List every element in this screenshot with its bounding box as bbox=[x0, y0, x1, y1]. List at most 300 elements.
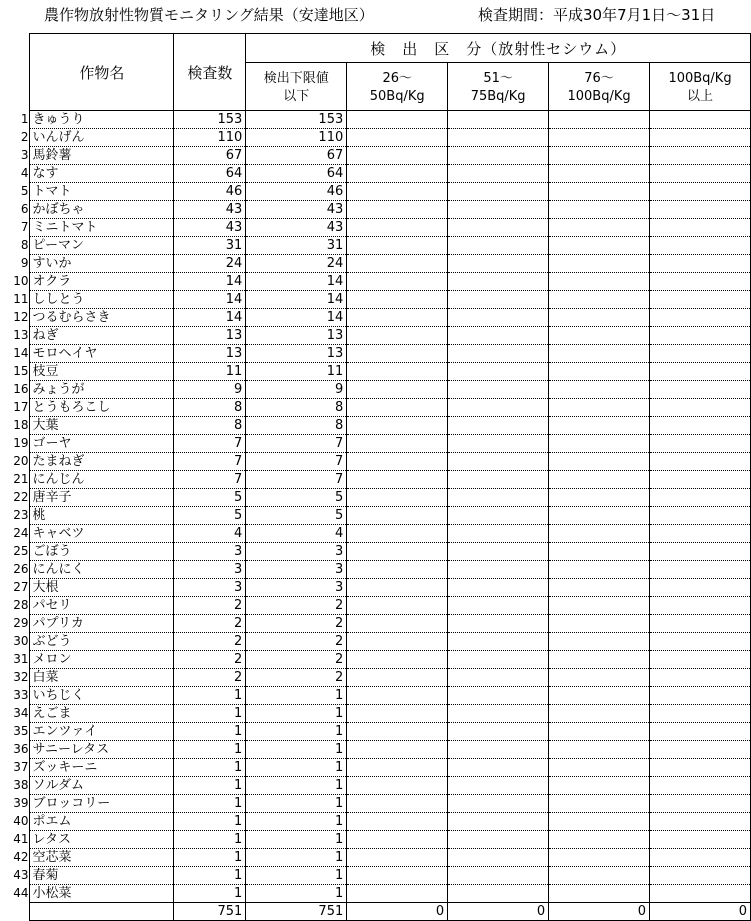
range-51-75-count bbox=[448, 255, 549, 273]
range-over-100-count bbox=[650, 633, 751, 651]
range-26-50-count bbox=[347, 147, 448, 165]
range-26-50-count bbox=[347, 867, 448, 885]
test-count: 67 bbox=[174, 147, 246, 165]
table-row bbox=[0, 741, 751, 759]
range-51-75-count bbox=[448, 129, 549, 147]
table-row bbox=[0, 273, 751, 291]
range-26-50-count bbox=[347, 471, 448, 489]
below-limit-count: 1 bbox=[246, 687, 347, 705]
row-number: 20 bbox=[13, 454, 29, 468]
table-row bbox=[0, 669, 751, 687]
table-body bbox=[0, 111, 751, 903]
title-line bbox=[0, 0, 751, 33]
range-26-50-count bbox=[347, 543, 448, 561]
table-row bbox=[0, 687, 751, 705]
range-76-100-count bbox=[549, 381, 650, 399]
range-51-75-count bbox=[448, 867, 549, 885]
crop-name: パセリ bbox=[30, 597, 174, 615]
range-over-100-count bbox=[650, 723, 751, 741]
range-over-100-count bbox=[650, 381, 751, 399]
crop-name: とうもろこし bbox=[30, 399, 174, 417]
range-26-50-count bbox=[347, 633, 448, 651]
range-76-100-count bbox=[549, 741, 650, 759]
range-over-100-count bbox=[650, 345, 751, 363]
below-limit-count: 2 bbox=[246, 669, 347, 687]
row-number: 35 bbox=[13, 724, 29, 738]
range-76-100-count bbox=[549, 795, 650, 813]
row-number: 37 bbox=[13, 760, 29, 774]
range-51-75-count bbox=[448, 309, 549, 327]
below-limit-count: 1 bbox=[246, 705, 347, 723]
range-51-75-count bbox=[448, 219, 549, 237]
range-26-50-count bbox=[347, 669, 448, 687]
row-number: 2 bbox=[20, 130, 29, 144]
row-number: 7 bbox=[20, 220, 29, 234]
below-limit-count: 1 bbox=[246, 795, 347, 813]
range-over-100-count bbox=[650, 831, 751, 849]
table-row bbox=[0, 237, 751, 255]
table-row bbox=[0, 849, 751, 867]
crop-name: ししとう bbox=[30, 291, 174, 309]
below-limit-count: 7 bbox=[246, 471, 347, 489]
test-count: 8 bbox=[174, 399, 246, 417]
below-limit-count: 110 bbox=[246, 129, 347, 147]
range-26-50-count bbox=[347, 525, 448, 543]
row-number: 15 bbox=[13, 364, 29, 378]
below-limit-count: 1 bbox=[246, 777, 347, 795]
crop-name: ポエム bbox=[30, 813, 174, 831]
range-76-100-count bbox=[549, 525, 650, 543]
range-over-100-count bbox=[650, 471, 751, 489]
crop-name: 白菜 bbox=[30, 669, 174, 687]
header-crop-name: 作物名 bbox=[30, 34, 174, 111]
range-76-100-count bbox=[549, 759, 650, 777]
test-count: 24 bbox=[174, 255, 246, 273]
range-51-75-count bbox=[448, 183, 549, 201]
range-26-50-count bbox=[347, 597, 448, 615]
range-76-100-count bbox=[549, 453, 650, 471]
range-26-50-count bbox=[347, 201, 448, 219]
total-range-76-100: 0 bbox=[549, 903, 650, 921]
range-51-75-count bbox=[448, 273, 549, 291]
below-limit-count: 9 bbox=[246, 381, 347, 399]
crop-name: ズッキーニ bbox=[30, 759, 174, 777]
crop-name: ねぎ bbox=[30, 327, 174, 345]
range-over-100-count bbox=[650, 741, 751, 759]
table-row bbox=[0, 525, 751, 543]
range-26-50-count bbox=[347, 687, 448, 705]
total-range-26-50: 0 bbox=[347, 903, 448, 921]
range-76-100-count bbox=[549, 363, 650, 381]
range-26-50-count bbox=[347, 813, 448, 831]
crop-name: ゴーヤ bbox=[30, 435, 174, 453]
row-number: 14 bbox=[13, 346, 29, 360]
range-51-75-count bbox=[448, 417, 549, 435]
range-51-75-count bbox=[448, 471, 549, 489]
range-26-50-count bbox=[347, 777, 448, 795]
total-row bbox=[0, 903, 751, 921]
table-row bbox=[0, 219, 751, 237]
header-range-76-100-line2: 100Bq/Kg bbox=[567, 89, 631, 104]
table-row bbox=[0, 183, 751, 201]
test-count: 1 bbox=[174, 867, 246, 885]
header-range-over-100 bbox=[650, 63, 751, 111]
test-count: 7 bbox=[174, 453, 246, 471]
total-below-limit: 751 bbox=[246, 903, 347, 921]
row-number: 13 bbox=[13, 328, 29, 342]
range-76-100-count bbox=[549, 291, 650, 309]
range-26-50-count bbox=[347, 615, 448, 633]
range-over-100-count bbox=[650, 219, 751, 237]
range-51-75-count bbox=[448, 291, 549, 309]
range-26-50-count bbox=[347, 453, 448, 471]
test-count: 2 bbox=[174, 633, 246, 651]
row-number: 38 bbox=[13, 778, 29, 792]
range-76-100-count bbox=[549, 327, 650, 345]
range-over-100-count bbox=[650, 885, 751, 903]
row-number: 18 bbox=[13, 418, 29, 432]
row-number: 11 bbox=[13, 292, 29, 306]
range-76-100-count bbox=[549, 507, 650, 525]
table-row bbox=[0, 723, 751, 741]
range-51-75-count bbox=[448, 669, 549, 687]
below-limit-count: 31 bbox=[246, 237, 347, 255]
below-limit-count: 5 bbox=[246, 507, 347, 525]
range-26-50-count bbox=[347, 561, 448, 579]
range-over-100-count bbox=[650, 813, 751, 831]
row-number: 8 bbox=[20, 238, 29, 252]
range-26-50-count bbox=[347, 759, 448, 777]
range-over-100-count bbox=[650, 147, 751, 165]
range-76-100-count bbox=[549, 669, 650, 687]
test-count: 1 bbox=[174, 849, 246, 867]
table-row bbox=[0, 831, 751, 849]
range-over-100-count bbox=[650, 849, 751, 867]
crop-name: 春菊 bbox=[30, 867, 174, 885]
total-range-51-75: 0 bbox=[448, 903, 549, 921]
test-count: 64 bbox=[174, 165, 246, 183]
row-number: 40 bbox=[13, 814, 29, 828]
range-over-100-count bbox=[650, 579, 751, 597]
range-26-50-count bbox=[347, 723, 448, 741]
range-51-75-count bbox=[448, 579, 549, 597]
header-range-26-50 bbox=[347, 63, 448, 111]
table-row bbox=[0, 345, 751, 363]
row-number: 12 bbox=[13, 310, 29, 324]
range-26-50-count bbox=[347, 795, 448, 813]
range-26-50-count bbox=[347, 651, 448, 669]
range-26-50-count bbox=[347, 183, 448, 201]
header-range-26-50-line1: 26～ bbox=[382, 71, 412, 86]
row-number: 43 bbox=[13, 868, 29, 882]
range-76-100-count bbox=[549, 651, 650, 669]
range-76-100-count bbox=[549, 471, 650, 489]
row-number: 17 bbox=[13, 400, 29, 414]
crop-name: 桃 bbox=[30, 507, 174, 525]
range-26-50-count bbox=[347, 489, 448, 507]
table-row bbox=[0, 327, 751, 345]
test-count: 8 bbox=[174, 417, 246, 435]
below-limit-count: 67 bbox=[246, 147, 347, 165]
table-row bbox=[0, 111, 751, 129]
header-range-76-100-line1: 76～ bbox=[584, 71, 614, 86]
crop-name: メロン bbox=[30, 651, 174, 669]
below-limit-count: 8 bbox=[246, 399, 347, 417]
range-76-100-count bbox=[549, 201, 650, 219]
test-count: 14 bbox=[174, 273, 246, 291]
test-count: 9 bbox=[174, 381, 246, 399]
test-count: 43 bbox=[174, 219, 246, 237]
below-limit-count: 1 bbox=[246, 867, 347, 885]
header-range-26-50-line2: 50Bq/Kg bbox=[369, 89, 425, 104]
below-limit-count: 1 bbox=[246, 885, 347, 903]
test-count: 3 bbox=[174, 579, 246, 597]
row-number: 9 bbox=[20, 256, 29, 270]
crop-name: ピーマン bbox=[30, 237, 174, 255]
crop-name: えごま bbox=[30, 705, 174, 723]
row-number: 5 bbox=[20, 184, 29, 198]
total-range-over-100: 0 bbox=[650, 903, 751, 921]
crop-name: たまねぎ bbox=[30, 453, 174, 471]
range-76-100-count bbox=[549, 165, 650, 183]
crop-name: いちじく bbox=[30, 687, 174, 705]
crop-name: 馬鈴薯 bbox=[30, 147, 174, 165]
row-number: 30 bbox=[13, 634, 29, 648]
test-count: 1 bbox=[174, 705, 246, 723]
range-over-100-count bbox=[650, 651, 751, 669]
below-limit-count: 5 bbox=[246, 489, 347, 507]
header-range-over-100-line1: 100Bq/Kg bbox=[668, 71, 732, 86]
table-row bbox=[0, 471, 751, 489]
crop-name: みょうが bbox=[30, 381, 174, 399]
below-limit-count: 3 bbox=[246, 579, 347, 597]
crop-name: 小松菜 bbox=[30, 885, 174, 903]
range-over-100-count bbox=[650, 543, 751, 561]
range-76-100-count bbox=[549, 849, 650, 867]
range-51-75-count bbox=[448, 345, 549, 363]
range-26-50-count bbox=[347, 579, 448, 597]
row-number: 28 bbox=[13, 598, 29, 612]
crop-name: ソルダム bbox=[30, 777, 174, 795]
range-76-100-count bbox=[549, 399, 650, 417]
test-count: 11 bbox=[174, 363, 246, 381]
below-limit-count: 7 bbox=[246, 435, 347, 453]
range-51-75-count bbox=[448, 147, 549, 165]
header-range-over-100-line2: 以上 bbox=[687, 89, 714, 104]
table-row bbox=[0, 543, 751, 561]
table-row bbox=[0, 201, 751, 219]
test-count: 5 bbox=[174, 507, 246, 525]
table-row bbox=[0, 813, 751, 831]
test-count: 14 bbox=[174, 309, 246, 327]
range-26-50-count bbox=[347, 381, 448, 399]
table-row bbox=[0, 381, 751, 399]
range-over-100-count bbox=[650, 237, 751, 255]
row-number: 23 bbox=[13, 508, 29, 522]
test-count: 1 bbox=[174, 687, 246, 705]
range-51-75-count bbox=[448, 561, 549, 579]
range-over-100-count bbox=[650, 795, 751, 813]
header-range-76-100 bbox=[549, 63, 650, 111]
range-over-100-count bbox=[650, 291, 751, 309]
range-26-50-count bbox=[347, 705, 448, 723]
test-count: 46 bbox=[174, 183, 246, 201]
range-26-50-count bbox=[347, 399, 448, 417]
test-count: 110 bbox=[174, 129, 246, 147]
table-row bbox=[0, 597, 751, 615]
test-count: 2 bbox=[174, 615, 246, 633]
below-limit-count: 2 bbox=[246, 651, 347, 669]
below-limit-count: 3 bbox=[246, 543, 347, 561]
range-51-75-count bbox=[448, 327, 549, 345]
row-number: 25 bbox=[13, 544, 29, 558]
range-51-75-count bbox=[448, 543, 549, 561]
row-number: 3 bbox=[20, 148, 29, 162]
row-number: 27 bbox=[13, 580, 29, 594]
row-number: 41 bbox=[13, 832, 29, 846]
table-row bbox=[0, 651, 751, 669]
test-count: 153 bbox=[174, 111, 246, 129]
below-limit-count: 3 bbox=[246, 561, 347, 579]
below-limit-count: 4 bbox=[246, 525, 347, 543]
range-26-50-count bbox=[347, 345, 448, 363]
range-76-100-count bbox=[549, 219, 650, 237]
range-51-75-count bbox=[448, 525, 549, 543]
row-number: 4 bbox=[20, 166, 29, 180]
range-76-100-count bbox=[549, 597, 650, 615]
below-limit-count: 46 bbox=[246, 183, 347, 201]
range-51-75-count bbox=[448, 489, 549, 507]
below-limit-count: 14 bbox=[246, 273, 347, 291]
below-limit-count: 1 bbox=[246, 741, 347, 759]
table-row bbox=[0, 561, 751, 579]
below-limit-count: 13 bbox=[246, 327, 347, 345]
range-51-75-count bbox=[448, 795, 549, 813]
test-count: 1 bbox=[174, 831, 246, 849]
table-row bbox=[0, 489, 751, 507]
table-row bbox=[0, 399, 751, 417]
header-test-count: 検査数 bbox=[174, 34, 246, 111]
table-row bbox=[0, 579, 751, 597]
range-76-100-count bbox=[549, 867, 650, 885]
range-over-100-count bbox=[650, 561, 751, 579]
crop-name: 唐辛子 bbox=[30, 489, 174, 507]
range-76-100-count bbox=[549, 147, 650, 165]
below-limit-count: 24 bbox=[246, 255, 347, 273]
header-range-51-75-line2: 75Bq/Kg bbox=[470, 89, 526, 104]
table-row bbox=[0, 309, 751, 327]
crop-name: モロヘイヤ bbox=[30, 345, 174, 363]
range-over-100-count bbox=[650, 867, 751, 885]
test-count: 3 bbox=[174, 561, 246, 579]
range-over-100-count bbox=[650, 111, 751, 129]
row-number: 32 bbox=[13, 670, 29, 684]
row-number: 6 bbox=[20, 202, 29, 216]
range-over-100-count bbox=[650, 453, 751, 471]
test-count: 1 bbox=[174, 741, 246, 759]
results-table bbox=[0, 33, 751, 921]
crop-name: 大根 bbox=[30, 579, 174, 597]
row-number: 31 bbox=[13, 652, 29, 666]
range-over-100-count bbox=[650, 507, 751, 525]
test-count: 1 bbox=[174, 795, 246, 813]
range-51-75-count bbox=[448, 723, 549, 741]
range-76-100-count bbox=[549, 237, 650, 255]
range-76-100-count bbox=[549, 345, 650, 363]
range-over-100-count bbox=[650, 435, 751, 453]
range-76-100-count bbox=[549, 543, 650, 561]
test-count: 5 bbox=[174, 489, 246, 507]
table-row bbox=[0, 795, 751, 813]
crop-name: ミニトマト bbox=[30, 219, 174, 237]
table-row bbox=[0, 759, 751, 777]
row-number: 16 bbox=[13, 382, 29, 396]
range-51-75-count bbox=[448, 201, 549, 219]
below-limit-count: 2 bbox=[246, 615, 347, 633]
range-51-75-count bbox=[448, 381, 549, 399]
table-row bbox=[0, 291, 751, 309]
row-number: 10 bbox=[13, 274, 29, 288]
range-76-100-count bbox=[549, 885, 650, 903]
range-over-100-count bbox=[650, 201, 751, 219]
range-76-100-count bbox=[549, 579, 650, 597]
header-range-51-75 bbox=[448, 63, 549, 111]
range-over-100-count bbox=[650, 777, 751, 795]
header-below-limit-line2: 以下 bbox=[283, 89, 310, 104]
header-detection-group: 検 出 区 分（放射性セシウム） bbox=[246, 34, 751, 63]
range-76-100-count bbox=[549, 309, 650, 327]
range-26-50-count bbox=[347, 165, 448, 183]
row-number: 34 bbox=[13, 706, 29, 720]
row-number: 33 bbox=[13, 688, 29, 702]
range-over-100-count bbox=[650, 183, 751, 201]
range-51-75-count bbox=[448, 777, 549, 795]
range-76-100-count bbox=[549, 273, 650, 291]
crop-name: オクラ bbox=[30, 273, 174, 291]
range-51-75-count bbox=[448, 597, 549, 615]
crop-name: ごぼう bbox=[30, 543, 174, 561]
range-76-100-count bbox=[549, 417, 650, 435]
below-limit-count: 1 bbox=[246, 849, 347, 867]
test-count: 1 bbox=[174, 759, 246, 777]
range-51-75-count bbox=[448, 705, 549, 723]
table-row bbox=[0, 417, 751, 435]
crop-name: きゅうり bbox=[30, 111, 174, 129]
range-76-100-count bbox=[549, 111, 650, 129]
range-26-50-count bbox=[347, 129, 448, 147]
below-limit-count: 11 bbox=[246, 363, 347, 381]
row-number: 1 bbox=[20, 112, 29, 126]
range-76-100-count bbox=[549, 489, 650, 507]
crop-name: パプリカ bbox=[30, 615, 174, 633]
range-over-100-count bbox=[650, 417, 751, 435]
range-76-100-count bbox=[549, 129, 650, 147]
range-26-50-count bbox=[347, 237, 448, 255]
test-count: 1 bbox=[174, 813, 246, 831]
range-76-100-count bbox=[549, 705, 650, 723]
range-76-100-count bbox=[549, 435, 650, 453]
row-number: 42 bbox=[13, 850, 29, 864]
range-51-75-count bbox=[448, 111, 549, 129]
range-over-100-count bbox=[650, 327, 751, 345]
below-limit-count: 8 bbox=[246, 417, 347, 435]
range-51-75-count bbox=[448, 507, 549, 525]
crop-name: キャベツ bbox=[30, 525, 174, 543]
range-51-75-count bbox=[448, 435, 549, 453]
range-over-100-count bbox=[650, 363, 751, 381]
range-26-50-count bbox=[347, 435, 448, 453]
range-26-50-count bbox=[347, 273, 448, 291]
